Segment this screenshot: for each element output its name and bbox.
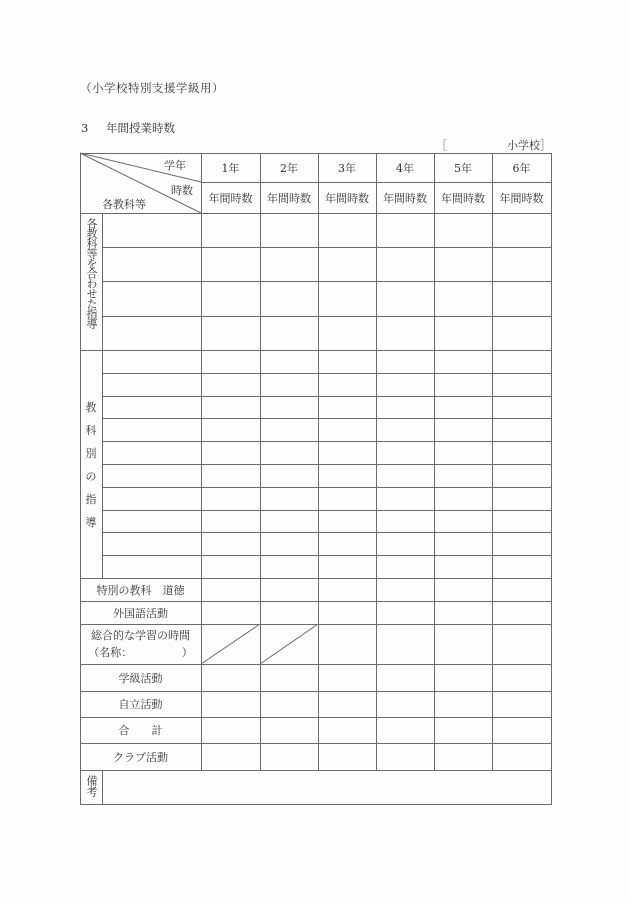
subject-hours-cell[interactable] <box>319 397 376 418</box>
integrated-study-name-field[interactable]: （名称： ） <box>88 646 193 659</box>
combined-hours-cell[interactable] <box>493 282 551 316</box>
fixed-row-hours-cell[interactable] <box>377 625 434 664</box>
subject-name-field[interactable] <box>103 487 201 510</box>
subject-hours-cell[interactable] <box>261 442 318 464</box>
subject-hours-cell[interactable] <box>435 556 492 578</box>
hours-header-5: 年間時数 <box>441 191 485 205</box>
row-label-moral: 特別の教科 道徳 <box>96 583 185 597</box>
fixed-row-hours-cell[interactable] <box>435 625 492 664</box>
remarks-field[interactable] <box>102 770 551 804</box>
school-name-field[interactable] <box>436 137 551 153</box>
combined-hours-cell[interactable] <box>435 282 492 316</box>
fixed-row-hours-cell[interactable] <box>493 602 551 624</box>
fixed-row-hours-cell[interactable] <box>319 665 376 691</box>
subject-hours-cell[interactable] <box>493 465 551 487</box>
fixed-row-hours-cell[interactable] <box>202 692 260 717</box>
fixed-row-hours-cell[interactable] <box>261 718 318 743</box>
combined-hours-cell[interactable] <box>493 248 551 281</box>
row-label-integrated-study: 総合的な学習の時間 （名称： ） <box>88 629 193 659</box>
grade-header-1: 1年 <box>221 161 240 175</box>
combined-hours-cell[interactable] <box>261 282 318 316</box>
subject-hours-cell[interactable] <box>202 511 260 532</box>
subject-hours-cell[interactable] <box>493 419 551 441</box>
subject-hours-cell[interactable] <box>319 419 376 441</box>
fixed-row-hours-cell[interactable] <box>261 579 318 601</box>
subject-instruction-label: 教 科 別 の 指 導 <box>85 401 97 529</box>
fixed-row-hours-cell[interactable] <box>435 744 492 770</box>
subject-hours-cell[interactable] <box>493 351 551 373</box>
fixed-row-hours-cell[interactable] <box>377 744 434 770</box>
subject-hours-cell[interactable] <box>319 556 376 578</box>
fixed-row-hours-cell[interactable] <box>435 718 492 743</box>
fixed-row-hours-cell[interactable] <box>202 718 260 743</box>
subject-hours-cell[interactable] <box>493 397 551 418</box>
subject-hours-cell[interactable] <box>377 465 434 487</box>
fixed-row-hours-cell[interactable] <box>202 744 260 770</box>
subject-hours-cell[interactable] <box>261 374 318 396</box>
combined-hours-cell[interactable] <box>377 282 434 316</box>
subject-hours-cell[interactable] <box>435 419 492 441</box>
disabled-cell-grade2-integrated <box>260 624 318 664</box>
subject-hours-cell[interactable] <box>261 556 318 578</box>
subject-hours-cell[interactable] <box>435 533 492 555</box>
school-open-bracket: ［ <box>436 139 447 152</box>
subject-name-field[interactable] <box>103 441 201 464</box>
school-label: 小学校］ <box>507 139 551 152</box>
fixed-row-hours-cell[interactable] <box>493 579 551 601</box>
combined-subject-name-field[interactable] <box>103 213 201 247</box>
row-label-class-activities: 学級活動 <box>118 671 163 685</box>
grade-header-6: 6年 <box>512 161 531 175</box>
subject-name-field[interactable] <box>103 510 201 532</box>
hours-header-3: 年間時数 <box>325 191 369 205</box>
combined-hours-cell[interactable] <box>377 317 434 350</box>
combined-subject-name-field[interactable] <box>103 247 201 281</box>
fixed-row-hours-cell[interactable] <box>493 692 551 717</box>
subject-hours-cell[interactable] <box>435 374 492 396</box>
grade-header-2: 2年 <box>280 161 298 175</box>
subject-hours-cell[interactable] <box>435 442 492 464</box>
hours-header-1: 年間時数 <box>208 191 253 205</box>
fixed-row-hours-cell[interactable] <box>493 718 551 743</box>
fixed-row-hours-cell[interactable] <box>377 602 434 624</box>
fixed-row-hours-cell[interactable] <box>435 692 492 717</box>
subject-hours-cell[interactable] <box>377 533 434 555</box>
subject-hours-cell[interactable] <box>493 556 551 578</box>
grade-header-5: 5年 <box>454 161 472 175</box>
fixed-row-hours-cell[interactable] <box>261 602 318 624</box>
subject-hours-cell[interactable] <box>377 374 434 396</box>
table-border-right <box>551 153 552 805</box>
disabled-cell-grade1-integrated <box>201 624 260 664</box>
row-label-independence-activities: 自立活動 <box>118 698 163 711</box>
subject-hours-cell[interactable] <box>319 511 376 532</box>
combined-hours-cell[interactable] <box>202 248 260 281</box>
combined-hours-cell[interactable] <box>435 214 492 247</box>
combined-hours-cell[interactable] <box>435 317 492 350</box>
subject-hours-cell[interactable] <box>202 488 260 510</box>
subject-hours-cell[interactable] <box>435 511 492 532</box>
subject-name-field[interactable] <box>103 373 201 396</box>
fixed-row-hours-cell[interactable] <box>493 665 551 691</box>
subject-hours-cell[interactable] <box>261 351 318 373</box>
fixed-row-hours-cell[interactable] <box>202 665 260 691</box>
subject-name-field[interactable] <box>103 396 201 418</box>
subject-hours-cell[interactable] <box>319 374 376 396</box>
combined-hours-cell[interactable] <box>202 282 260 316</box>
fixed-row-hours-cell[interactable] <box>377 718 434 743</box>
fixed-row-hours-cell[interactable] <box>493 744 551 770</box>
fixed-row-hours-cell[interactable] <box>377 692 434 717</box>
subject-hours-cell[interactable] <box>202 397 260 418</box>
fixed-row-hours-cell[interactable] <box>319 625 376 664</box>
subject-hours-cell[interactable] <box>202 533 260 555</box>
combined-subject-name-field[interactable] <box>103 316 201 350</box>
subject-hours-cell[interactable] <box>377 442 434 464</box>
fixed-row-hours-cell[interactable] <box>377 579 434 601</box>
subject-name-field[interactable] <box>103 464 201 487</box>
subject-hours-cell[interactable] <box>493 442 551 464</box>
document-subtitle: （小学校特別支援学級用） <box>80 81 224 95</box>
fixed-row-hours-cell[interactable] <box>202 579 260 601</box>
fixed-row-hours-cell[interactable] <box>319 744 376 770</box>
fixed-row-hours-cell[interactable] <box>493 625 551 664</box>
subject-hours-cell[interactable] <box>377 488 434 510</box>
combined-instruction-label: 各教科等を合わせた指導 <box>85 218 98 328</box>
section-title <box>81 120 175 136</box>
subject-hours-cell[interactable] <box>261 465 318 487</box>
combined-subject-name-field[interactable] <box>103 281 201 316</box>
subject-hours-cell[interactable] <box>319 465 376 487</box>
subject-name-field[interactable] <box>103 350 201 373</box>
subject-hours-cell[interactable] <box>319 533 376 555</box>
subject-hours-cell[interactable] <box>202 419 260 441</box>
subject-name-field[interactable] <box>103 555 201 578</box>
corner-grade-label: 学年 <box>164 159 186 172</box>
subject-hours-cell[interactable] <box>377 419 434 441</box>
hours-header-4: 年間時数 <box>383 191 427 205</box>
combined-hours-cell[interactable] <box>493 317 551 350</box>
fixed-row-hours-cell[interactable] <box>377 665 434 691</box>
fixed-row-hours-cell[interactable] <box>319 718 376 743</box>
subject-name-field[interactable] <box>103 418 201 441</box>
combined-hours-cell[interactable] <box>377 248 434 281</box>
subject-hours-cell[interactable] <box>261 533 318 555</box>
fixed-row-hours-cell[interactable] <box>261 692 318 717</box>
combined-hours-cell[interactable] <box>202 214 260 247</box>
combined-hours-cell[interactable] <box>493 214 551 247</box>
subject-hours-cell[interactable] <box>493 511 551 532</box>
combined-hours-cell[interactable] <box>319 282 376 316</box>
subject-hours-cell[interactable] <box>377 511 434 532</box>
fixed-row-hours-cell[interactable] <box>202 602 260 624</box>
corner-subjects-label: 各教科等 <box>102 198 146 211</box>
subject-hours-cell[interactable] <box>261 397 318 418</box>
subject-name-field[interactable] <box>103 532 201 555</box>
subject-hours-cell[interactable] <box>261 488 318 510</box>
subject-hours-cell[interactable] <box>319 488 376 510</box>
subject-hours-cell[interactable] <box>435 397 492 418</box>
subject-hours-cell[interactable] <box>319 351 376 373</box>
subject-hours-cell[interactable] <box>261 511 318 532</box>
subject-hours-cell[interactable] <box>493 533 551 555</box>
fixed-row-hours-cell[interactable] <box>435 602 492 624</box>
combined-hours-cell[interactable] <box>319 317 376 350</box>
section-number: 3 <box>81 121 89 135</box>
subject-hours-cell[interactable] <box>319 442 376 464</box>
combined-hours-cell[interactable] <box>435 248 492 281</box>
subject-hours-cell[interactable] <box>435 351 492 373</box>
combined-hours-cell[interactable] <box>261 317 318 350</box>
subject-hours-cell[interactable] <box>377 397 434 418</box>
subject-hours-cell[interactable] <box>261 419 318 441</box>
combined-hours-cell[interactable] <box>319 214 376 247</box>
combined-hours-cell[interactable] <box>202 317 260 350</box>
subject-hours-cell[interactable] <box>202 374 260 396</box>
fixed-row-hours-cell[interactable] <box>435 579 492 601</box>
row-label-foreign-language: 外国語活動 <box>113 606 168 620</box>
subject-hours-cell[interactable] <box>202 351 260 373</box>
grade-header-3: 3年 <box>338 161 356 175</box>
fixed-row-hours-cell[interactable] <box>319 579 376 601</box>
corner-hours-label: 時数 <box>171 184 193 197</box>
section-title-text: 年間授業時数 <box>105 121 175 135</box>
subject-hours-cell[interactable] <box>435 488 492 510</box>
subject-hours-cell[interactable] <box>377 351 434 373</box>
combined-hours-cell[interactable] <box>319 248 376 281</box>
table-border-bottom <box>80 804 552 805</box>
combined-hours-cell[interactable] <box>261 248 318 281</box>
subject-hours-cell[interactable] <box>202 442 260 464</box>
fixed-row-hours-cell[interactable] <box>261 665 318 691</box>
remarks-label: 備考 <box>85 775 98 797</box>
subject-hours-cell[interactable] <box>202 556 260 578</box>
subject-hours-cell[interactable] <box>493 488 551 510</box>
row-label-club-activities: クラブ活動 <box>113 750 168 764</box>
fixed-row-hours-cell[interactable] <box>319 692 376 717</box>
subject-hours-cell[interactable] <box>377 556 434 578</box>
combined-hours-cell[interactable] <box>261 214 318 247</box>
row-label-total: 合 計 <box>118 724 163 737</box>
fixed-row-hours-cell[interactable] <box>319 602 376 624</box>
subject-hours-cell[interactable] <box>435 465 492 487</box>
fixed-row-hours-cell[interactable] <box>435 665 492 691</box>
hours-header-2: 年間時数 <box>267 191 311 205</box>
subject-hours-cell[interactable] <box>493 374 551 396</box>
hours-header-6: 年間時数 <box>499 191 544 205</box>
combined-hours-cell[interactable] <box>377 214 434 247</box>
grade-header-4: 4年 <box>396 161 414 175</box>
fixed-row-hours-cell[interactable] <box>261 744 318 770</box>
subject-hours-cell[interactable] <box>202 465 260 487</box>
